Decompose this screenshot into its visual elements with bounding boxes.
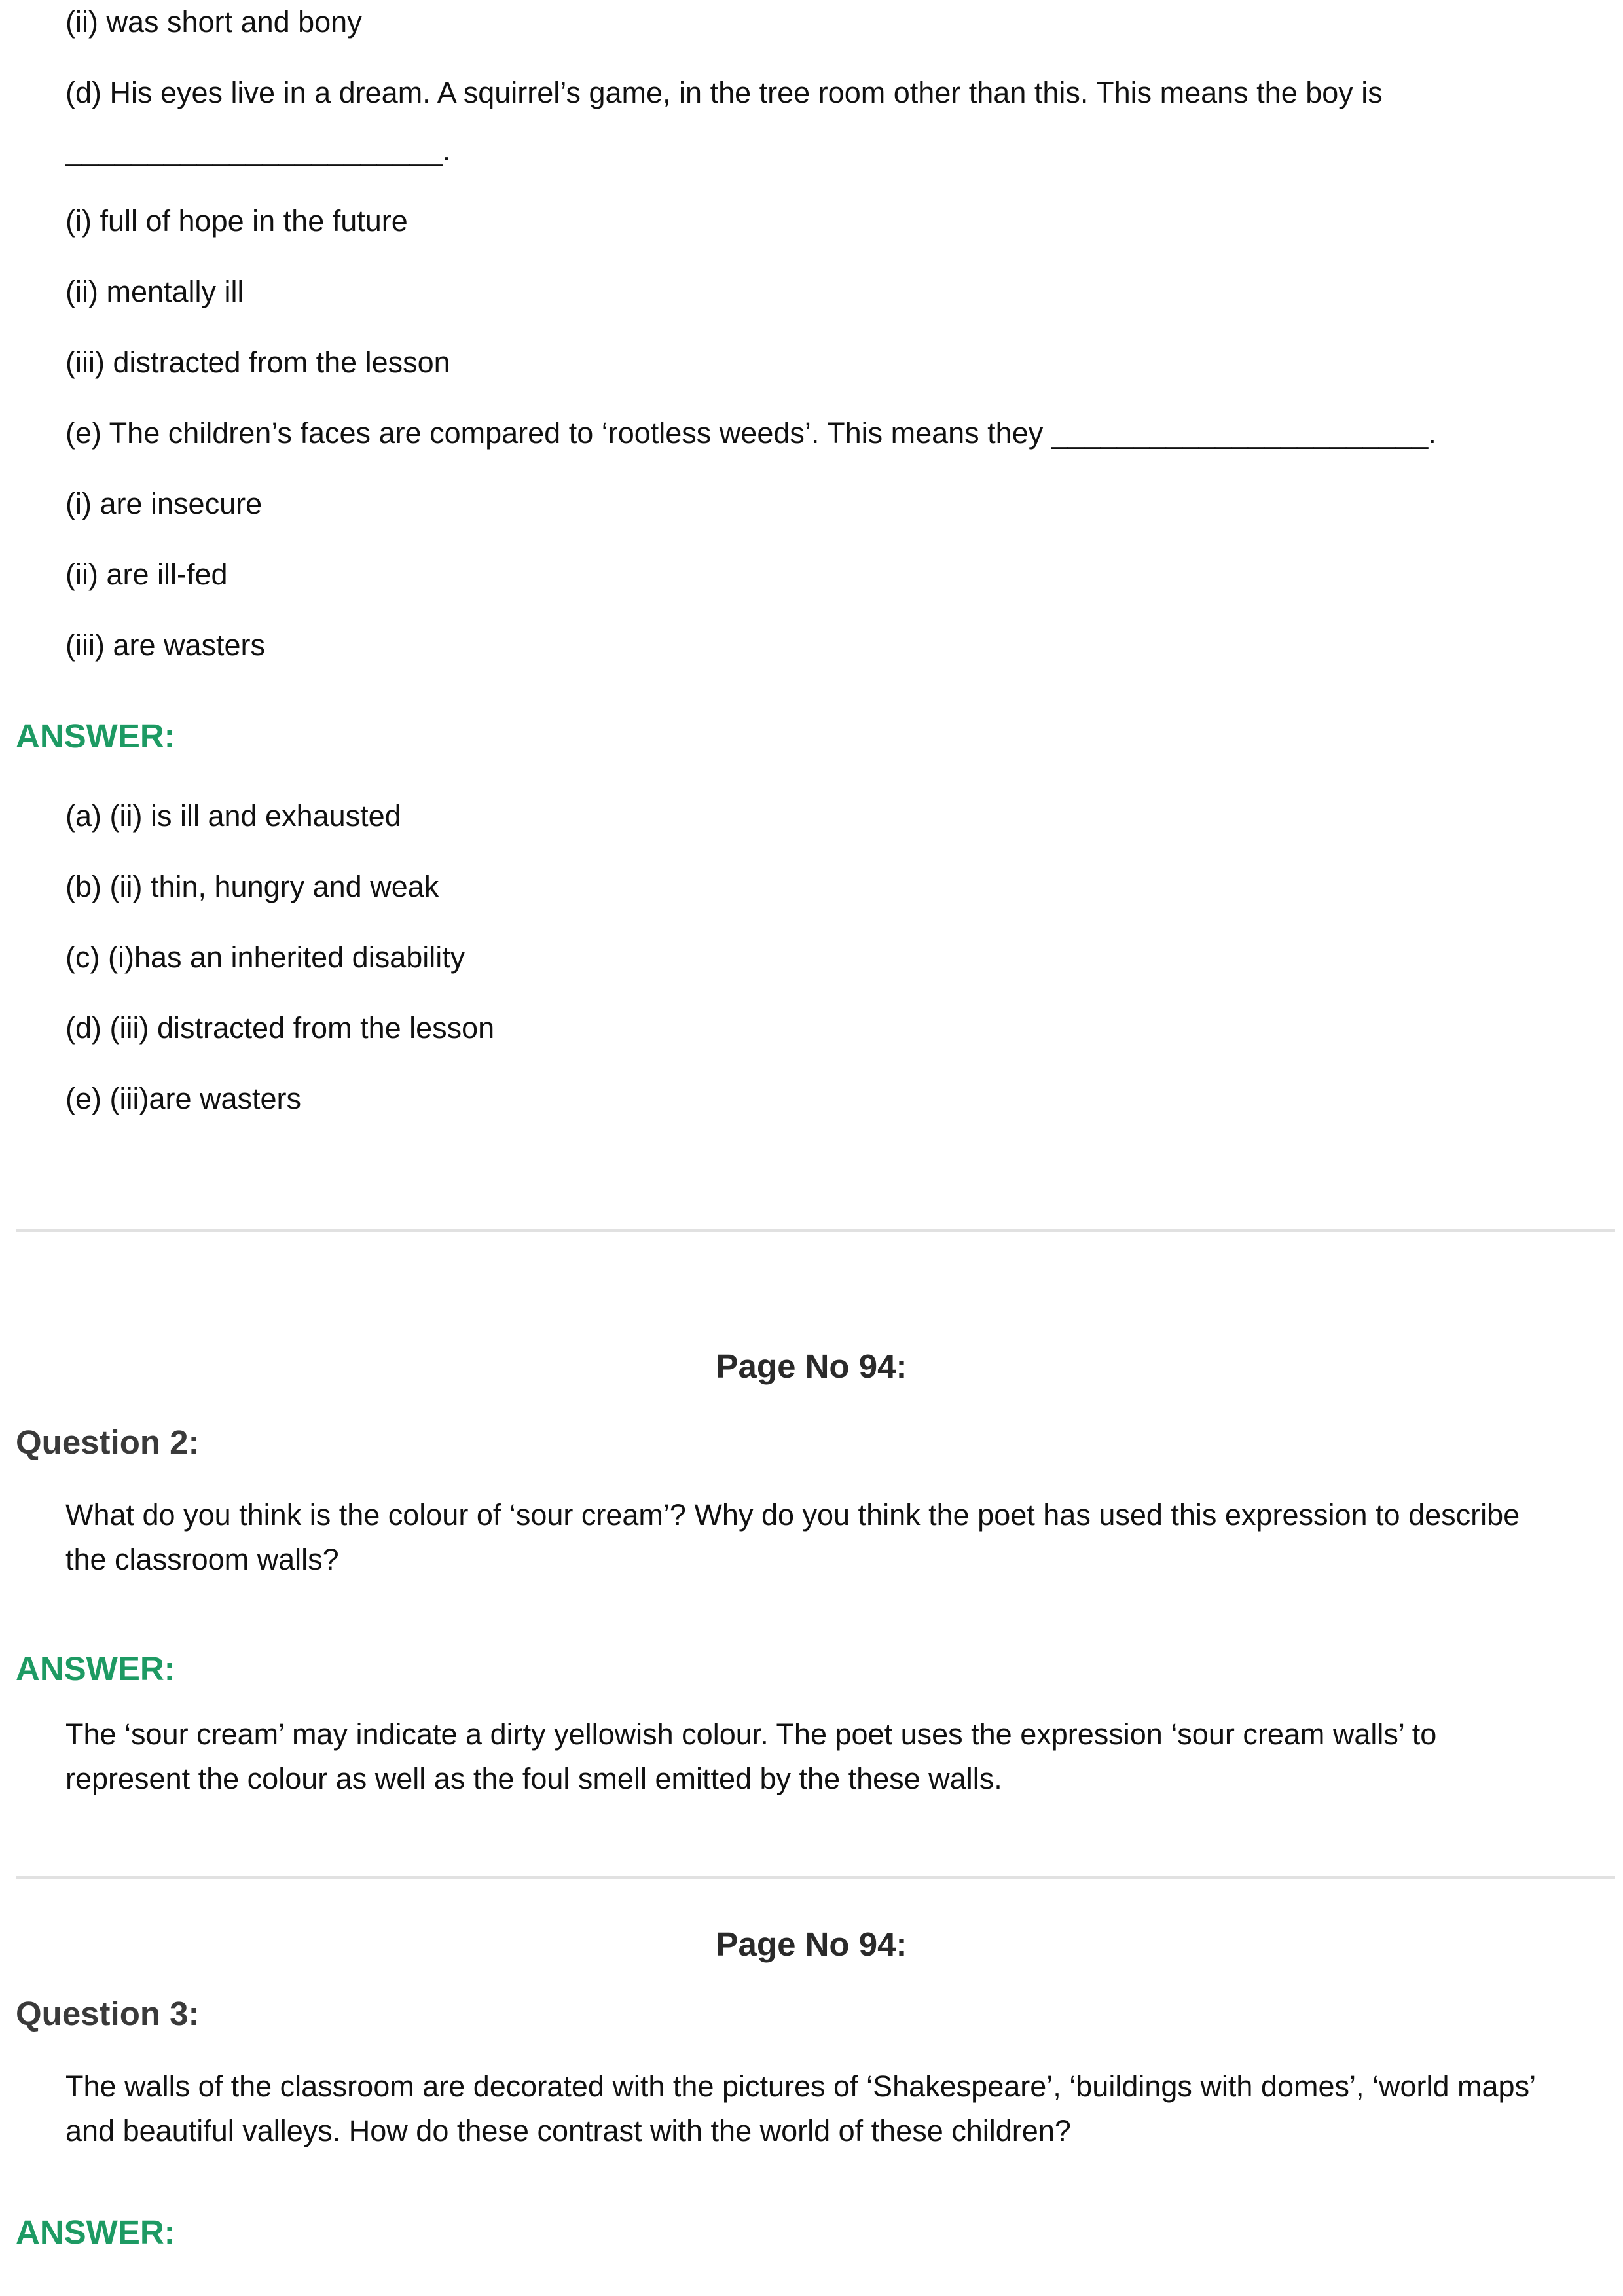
- option-item-d-i: [65, 199, 1616, 243]
- question-item-d-text: (d) His eyes live in a dream. A squirrel’s game, in the tree room other than this. This means the boy is: [65, 76, 1383, 109]
- option-item-d-ii: [65, 270, 1616, 314]
- option-item-e-iii: [65, 623, 1616, 668]
- option-text: (ii) are ill-fed: [65, 558, 228, 591]
- question-2-answer-text: [65, 1712, 1616, 1801]
- page-number-heading: Page No 94:: [716, 1348, 907, 1385]
- answer-heading: ANSWER:: [16, 1650, 175, 1687]
- answer-heading: ANSWER:: [16, 717, 175, 755]
- answer-item-b: [65, 865, 1616, 909]
- option-item-e-ii: [65, 552, 1616, 597]
- answer-text: (e) (iii)are wasters: [65, 1082, 302, 1115]
- answer-text: (c) (i)has an inherited disability: [65, 941, 465, 974]
- question-2-text: [65, 1493, 1616, 1582]
- page-number-heading: Page No 94:: [716, 1926, 907, 1963]
- answer-text: (a) (ii) is ill and exhausted: [65, 799, 401, 833]
- answer-text: (b) (ii) thin, hungry and weak: [65, 870, 439, 903]
- question-item-e: [65, 411, 1616, 456]
- answer-heading: ANSWER:: [16, 2214, 175, 2251]
- option-text: (i) full of hope in the future: [65, 204, 408, 238]
- option-text: (iii) distracted from the lesson: [65, 346, 450, 379]
- question-text-line: the classroom walls?: [65, 1543, 339, 1576]
- question-3-text: [65, 2064, 1616, 2153]
- question-item-e-text: (e) The children’s faces are compared to ‘rootless weeds’. This means they _______________________.: [65, 416, 1436, 450]
- answer-text-line: The ‘sour cream’ may indicate a dirty yellowish colour. The poet uses the expression ‘sour cream walls’ to: [65, 1717, 1437, 1751]
- option-text: (ii) mentally ill: [65, 275, 244, 308]
- answer-item-a: [65, 794, 1616, 838]
- option-text: (iii) are wasters: [65, 628, 266, 662]
- section-divider: [16, 1229, 1615, 1232]
- answer-text-line: represent the colour as well as the foul smell emitted by the these walls.: [65, 1762, 1002, 1795]
- option-item-d-iii: [65, 340, 1616, 385]
- answer-item-d: [65, 1006, 1616, 1050]
- question-text-line: and beautiful valleys. How do these contrast with the world of these children?: [65, 2114, 1071, 2147]
- option-item-e-i: [65, 482, 1616, 526]
- option-item-b-ii: [65, 0, 1616, 45]
- option-text: (i) are insecure: [65, 487, 263, 520]
- section-divider: [16, 1876, 1615, 1879]
- fill-in-blank: _______________________.: [65, 134, 451, 167]
- answer-item-c: [65, 935, 1616, 980]
- question-text-line: The walls of the classroom are decorated with the pictures of ‘Shakespeare’, ‘buildings with domes’, ‘world maps’: [65, 2070, 1537, 2103]
- question-3-heading: Question 3:: [16, 1995, 200, 2032]
- answer-item-e: [65, 1077, 1616, 1121]
- question-text-line: What do you think is the colour of ‘sour cream’? Why do you think the poet has used this expression to describe: [65, 1498, 1520, 1532]
- answer-text: (d) (iii) distracted from the lesson: [65, 1011, 495, 1045]
- question-item-d: [65, 71, 1616, 173]
- question-2-heading: Question 2:: [16, 1424, 200, 1461]
- option-text: (ii) was short and bony: [65, 5, 362, 39]
